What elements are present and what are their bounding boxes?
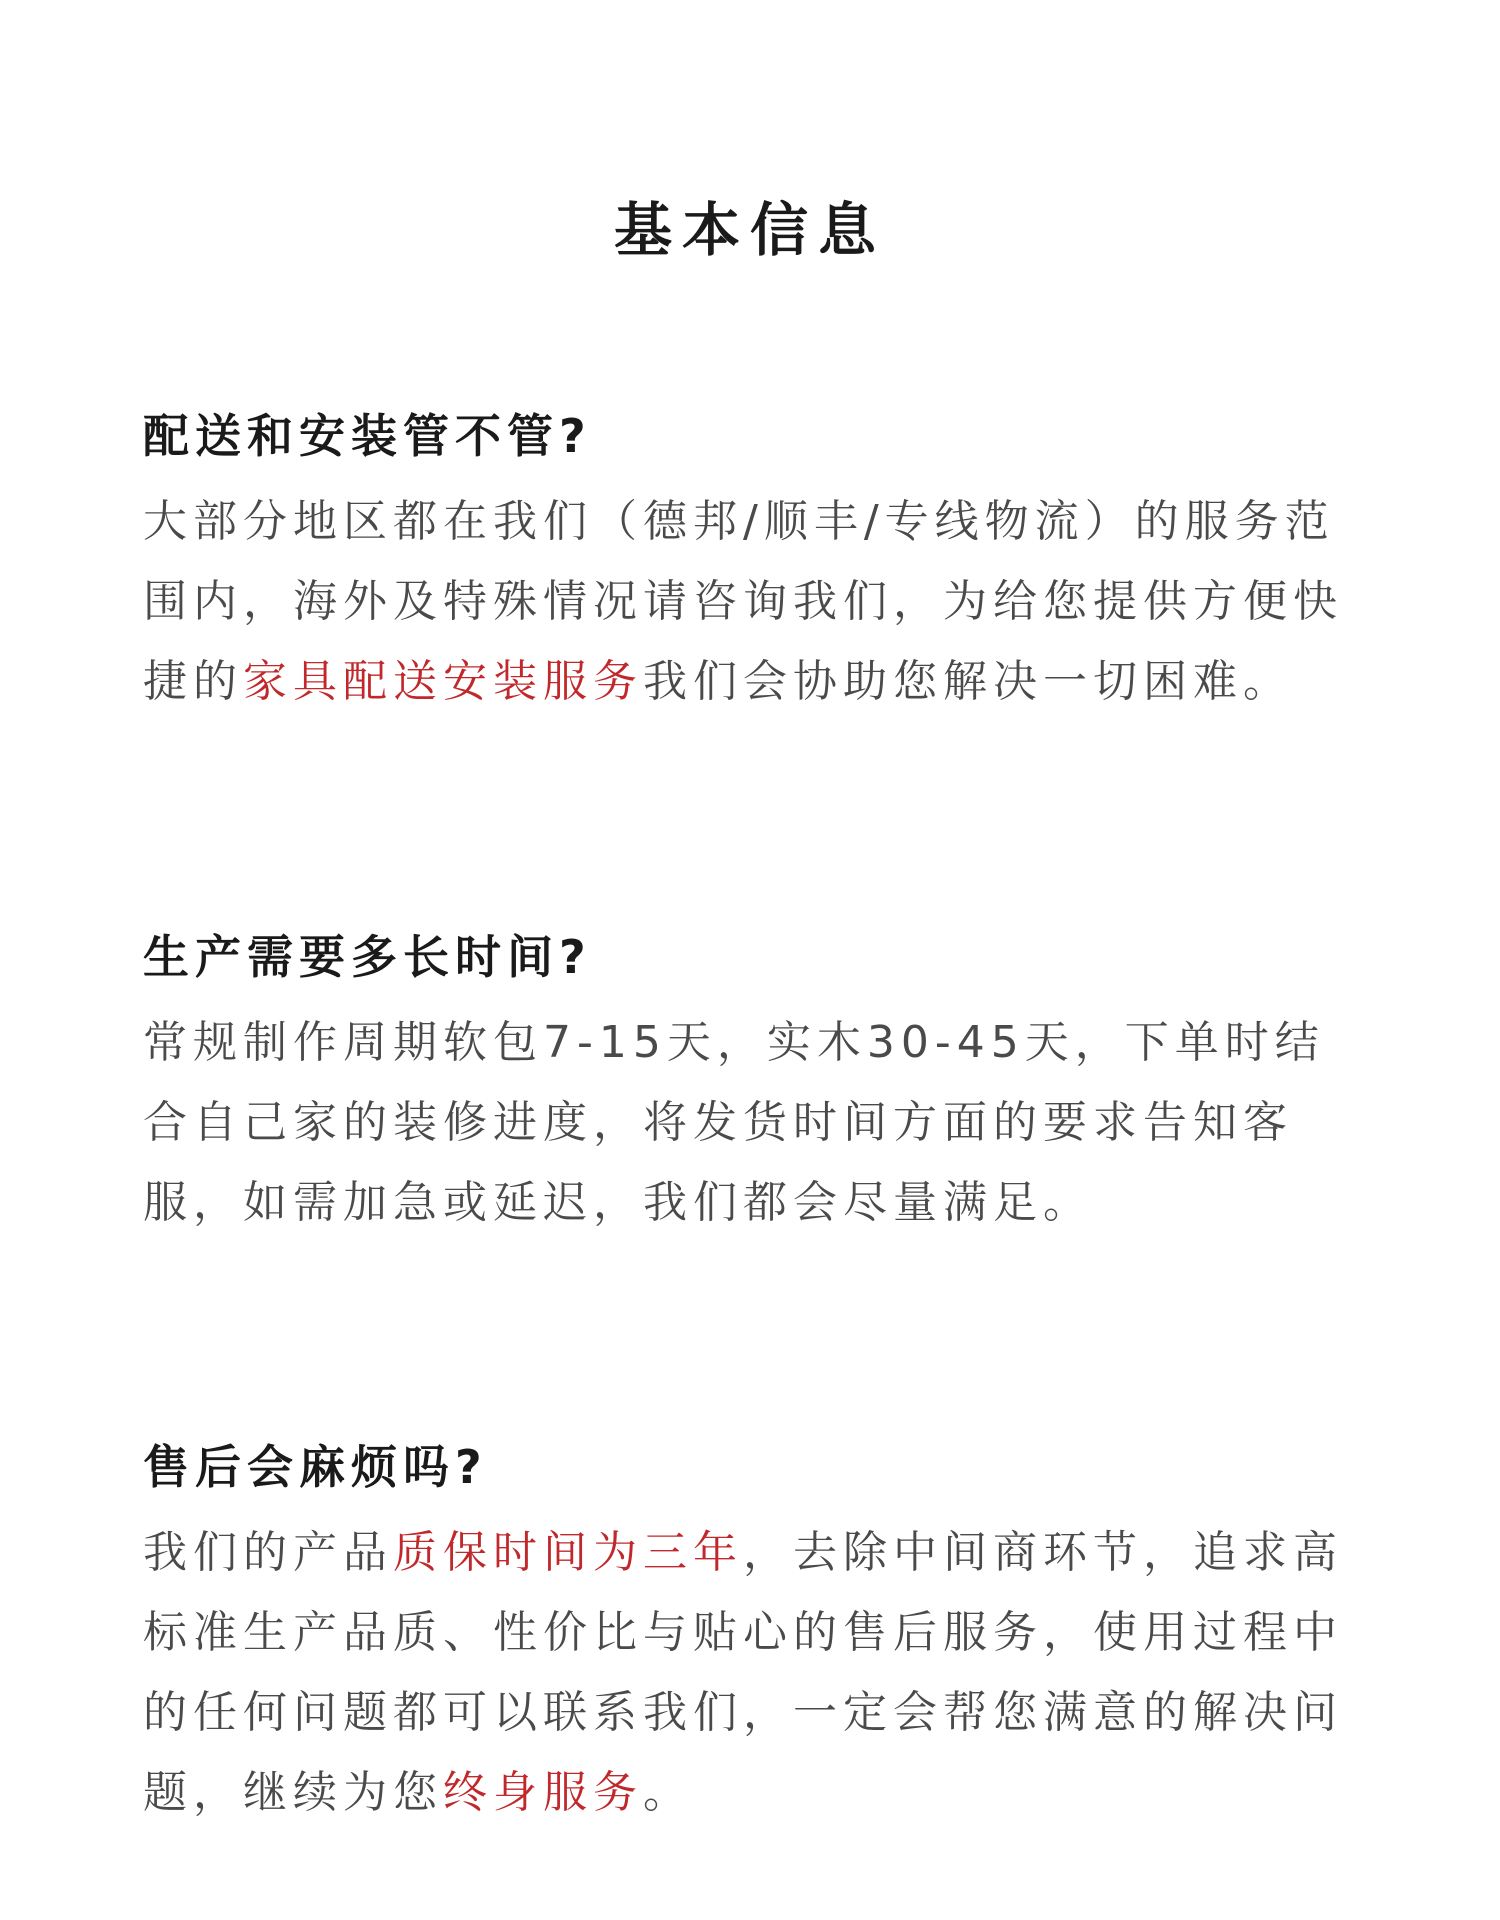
faq-question: 生产需要多长时间? — [143, 930, 592, 984]
answer-text: 。 — [643, 1767, 693, 1818]
page-title: 基本信息 — [613, 196, 886, 264]
highlight-warranty: 质保时间为三年 — [393, 1527, 743, 1578]
answer-text: 我们的产品 — [143, 1527, 393, 1578]
faq-answer — [143, 1513, 1363, 1833]
faq-answer — [143, 482, 1363, 722]
answer-text: 大部分地区都在我们（德邦/顺丰/专线物流）的服务范围内，海外及特殊情况请咨询我们，为给您提供方便快捷的 — [143, 496, 1343, 707]
faq-question: 配送和安装管不管? — [143, 409, 592, 463]
answer-text: ，去除中间商环节，追求高标准生产品质、性价比与贴心的售后服务，使用过程中的任何问题都可以联系我们，一定会帮您满意的解决问题，继续为您 — [143, 1527, 1343, 1818]
faq-question: 售后会麻烦吗? — [143, 1440, 488, 1494]
answer-text: 常规制作周期软包7-15天，实木30-45天，下单时结合自己家的装修进度，将发货时间方面的要求告知客服，如需加急或延迟，我们都会尽量满足。 — [143, 1017, 1325, 1228]
faq-production-time — [143, 925, 1363, 1243]
highlight-lifetime-service: 终身服务 — [443, 1767, 643, 1818]
highlight-delivery-service: 家具配送安装服务 — [243, 656, 643, 707]
answer-text: 我们会协助您解决一切困难。 — [643, 656, 1293, 707]
faq-delivery-installation — [143, 404, 1363, 722]
faq-after-sales — [143, 1435, 1363, 1833]
faq-answer — [143, 1003, 1363, 1243]
